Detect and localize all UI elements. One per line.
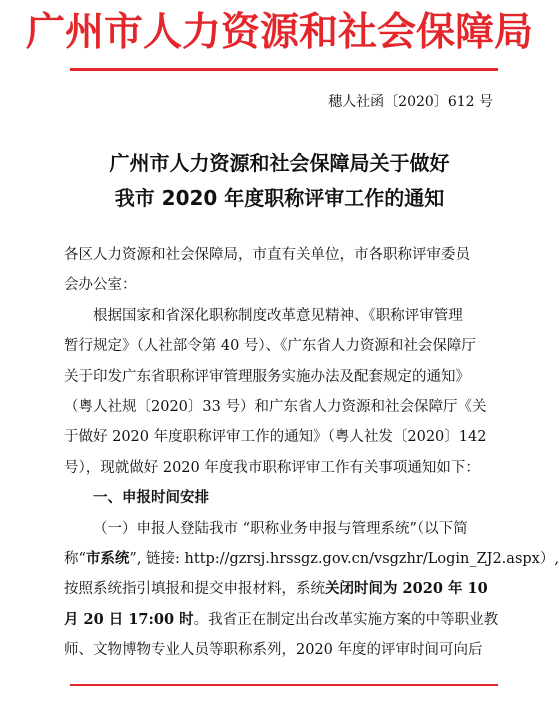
- document-title-line-1: 广州市人力资源和社会保障局关于做好: [109, 151, 450, 175]
- paragraph-line: [64, 544, 559, 574]
- paragraph-line: 号），现就做好 2020 年度我市职称评审工作有关事项通知如下：: [64, 459, 480, 476]
- section-heading: 一、申报时间安排: [93, 490, 209, 507]
- document-title-line-2: 我市 2020 年度职称评审工作的通知: [114, 186, 445, 210]
- paragraph-line: 关于印发广东省职称评审管理服务实施办法及配套规定的通知》: [64, 368, 470, 385]
- paragraph-line: 师、文物博物专业人员等职称系列，2020 年度的评审时间可向后: [64, 642, 483, 659]
- text-run: 按照系统指引填报和提交申报材料，系统: [64, 581, 325, 598]
- bold-term-city-system: 市系统: [85, 549, 130, 567]
- paragraph-line: 暂行规定》（人社部令第 40 号）、《广东省人力资源和社会保障厅: [64, 338, 476, 355]
- document-number: 穗人社函〔2020〕612 号: [328, 94, 493, 110]
- text-run: 称“: [64, 550, 86, 567]
- paragraph-line: （粤人社规〔2020〕33 号）和广东省人力资源和社会保障厅《关: [64, 398, 487, 415]
- footer-red-rule: [70, 684, 498, 686]
- addressee-line: 会办公室：: [64, 277, 137, 294]
- bold-deadline: 关闭时间为 2020 年 10: [325, 580, 488, 598]
- letterhead-red-rule: [70, 68, 498, 71]
- paragraph-line: [64, 574, 500, 604]
- paragraph-line: 于做好 2020 年度职称评审工作的通知》（粤人社发〔2020〕142: [64, 429, 487, 446]
- text-run: 。我省正在制定出台改革实施方案的中等职业教: [193, 611, 499, 628]
- paragraph-line: 根据国家和省深化职称制度改革意见精神、《职称评审管理: [93, 307, 463, 324]
- paragraph-line: [64, 605, 500, 635]
- letterhead-org-name: 广州市人力资源和社会保障局: [25, 10, 533, 55]
- addressee-line: 各区人力资源和社会保障局，市直有关单位，市各职称评审委员: [64, 247, 470, 263]
- document-body: [64, 240, 559, 665]
- text-run-with-link: ”, 链接: http://gzrsj.hrssgz.gov.cn/vsgzhr/Login_ZJ2.aspx）,: [129, 550, 559, 567]
- paragraph-line: （一）申报人登陆我市 “职称业务申报与管理系统”（以下简: [93, 520, 468, 537]
- bold-deadline: 月 20 日 17:00 时: [64, 610, 194, 628]
